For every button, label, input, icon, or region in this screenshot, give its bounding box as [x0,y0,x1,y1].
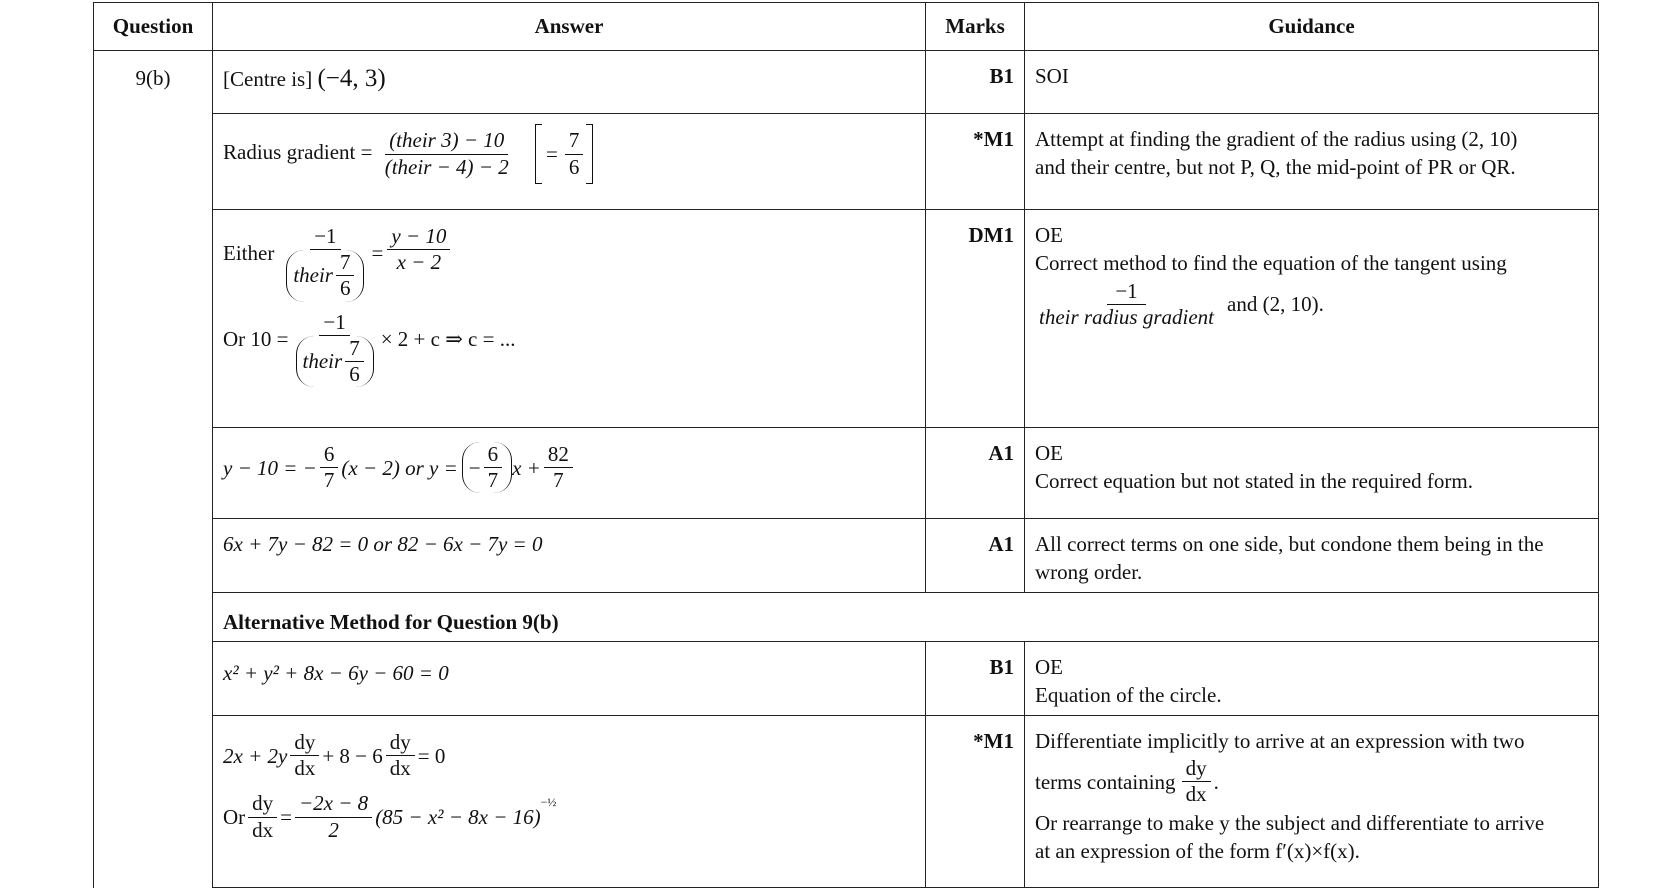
guidance-line: OE [1035,655,1063,679]
guidance-line: Attempt at finding the gradient of the radius using (2, 10) [1035,127,1518,151]
question-number: 9(b) [94,51,213,888]
table-row [94,519,1599,593]
table-row [94,428,1599,519]
or-den [292,336,378,387]
radius-result-den: 6 [568,154,580,179]
answer-cell [213,114,926,210]
answer-cell [213,716,926,888]
diff-eq: = [280,804,293,829]
answer-cell [213,428,926,519]
guidance-cell [1025,519,1599,593]
diff-b: + 8 − 6 [322,743,383,768]
seven: 7 [345,336,364,362]
rhs-den: x − 2 [396,250,442,275]
guidance-line: Differentiate implicitly to arrive at an expression with two [1035,729,1525,753]
radius-result-num: 7 [565,128,584,154]
radius-result: = $\frac{7}{6}$ [535,124,593,184]
answer-cell [213,210,926,428]
diff-num2: −2x − 8 [295,791,372,817]
dy: dy [1182,756,1211,782]
diff-line-2 [223,791,915,842]
table-row [94,642,1599,716]
guidance-line: terms containing $\frac{dy}{dx}$ . [1035,756,1219,807]
guidance-line: Correct method to find the equation of the tangent using [1035,251,1507,276]
diff-line-1 [223,730,915,781]
dx: dx [294,756,316,781]
six: 6 [339,276,351,301]
dy: dy [290,730,319,756]
diff-or: Or [223,804,246,829]
guidance-line: Or rearrange to make y the subject and differentiate to arrive [1035,810,1545,835]
dx: dx [389,756,411,781]
eq-lhs: y − 10 = − [223,455,317,480]
diff-den2: 2 [328,817,339,842]
diff-c: = 0 [417,743,446,768]
eq-neg-den: 7 [487,468,499,493]
g-num: −1 [1107,279,1145,305]
dx: dx [1185,782,1207,807]
mark-cell: B1 [926,51,1025,114]
or-line [223,310,915,388]
header-guidance: Guidance [1025,3,1599,51]
table-row [94,114,1599,210]
mark-cell: DM1 [926,210,1025,428]
guidance-line: All correct terms on one side, but condone them being in the [1035,532,1544,556]
guidance-line: and their centre, but not P, Q, the mid-point of PR or QR. [1035,155,1516,180]
or-prefix: Or 10 = [223,326,289,351]
equation-line: y − 10 = − $\frac{6}{7}$ (x − 2) or y = − $\frac{6}{7}$ x + $\frac{82}{7}$ [223,442,915,493]
header-marks: Marks [926,3,1025,51]
mark-cell: A1 [926,428,1025,519]
header-answer: Answer [213,3,926,51]
eq-frac-num: 6 [320,442,339,468]
guidance-line: at an expression of the form f′(x)×f(x). [1035,838,1360,863]
mark-scheme-table [93,2,1599,888]
mark-cell: A1 [926,519,1025,593]
dy: dy [386,730,415,756]
guidance-cell [1025,642,1599,716]
eq-neg-num: 6 [484,442,503,468]
g-tail: and (2, 10). [1227,292,1324,317]
guidance-line: wrong order. [1035,560,1143,585]
guidance-cell [1025,114,1599,210]
either-lhs [282,224,368,302]
guidance-cell: SOI [1025,51,1599,114]
diff-a: 2x + 2y [223,743,288,768]
alt-heading: Alternative Method for Question 9(b) [213,593,1599,642]
guidance-line: Correct equation but not stated in the required form. [1035,469,1473,494]
eq-mid: (x − 2) or y = [341,455,458,480]
either-rhs [387,224,450,275]
mark-cell: B1 [926,642,1025,716]
answer-cell: x² + y² + 8x − 6y − 60 = 0 [213,642,926,716]
eq-xplus: x + [512,455,541,480]
or-suffix: × 2 + c ⇒ c = ... [380,326,516,351]
mark-scheme [93,2,1598,888]
guidance-line: Equation of the circle. [1035,683,1222,708]
guidance-cell [1025,428,1599,519]
lhs-num: −1 [310,224,340,250]
centre-value: (−4, 3) [317,65,386,92]
seven: 7 [336,250,355,276]
table-row [94,210,1599,428]
header-row [94,3,1599,51]
guidance-line: OE [1035,441,1063,465]
guidance-formula [1035,279,1590,330]
guidance-line: OE [1035,223,1063,247]
rhs-num: y − 10 [387,224,450,250]
dx: dx [252,817,274,842]
six: 6 [349,361,360,386]
eq-c-num: 82 [544,442,573,468]
g-terms: terms containing [1035,769,1176,794]
answer-cell: 6x + 7y − 82 = 0 or 82 − 6x − 7y = 0 [213,519,926,593]
answer-cell [213,51,926,114]
diff-paren: (85 − x² − 8x − 16) [375,804,541,829]
their-text: their [293,263,333,288]
table-row [94,593,1599,642]
guidance-cell [1025,716,1599,888]
or-num: −1 [319,310,349,336]
either-label: Either [223,241,275,265]
mark-cell: *M1 [926,114,1025,210]
table-row [94,716,1599,888]
radius-fraction [381,128,513,179]
either-line: Either −1 their $\frac{7}{6}$ = $\frac{y - 10}{x - 2}$ [223,224,915,302]
their-text: their [302,348,343,373]
radius-num: (their 3) − 10 [385,128,508,154]
header-question: Question [94,3,213,51]
guidance-cell [1025,210,1599,428]
lhs-den [282,250,368,301]
eq-frac-den: 7 [323,468,335,493]
eq-c-den: 7 [553,468,564,493]
dy: dy [248,791,277,817]
centre-label: [Centre is] [223,67,313,91]
radius-label: Radius gradient = [223,139,373,164]
g-den: their radius gradient [1039,304,1215,329]
or-fraction [292,310,378,388]
guidance-fraction [1035,279,1218,330]
diff-power: −½ [540,795,557,810]
radius-den: (their − 4) − 2 [384,154,509,179]
table-row [94,51,1599,114]
mark-cell: *M1 [926,716,1025,888]
